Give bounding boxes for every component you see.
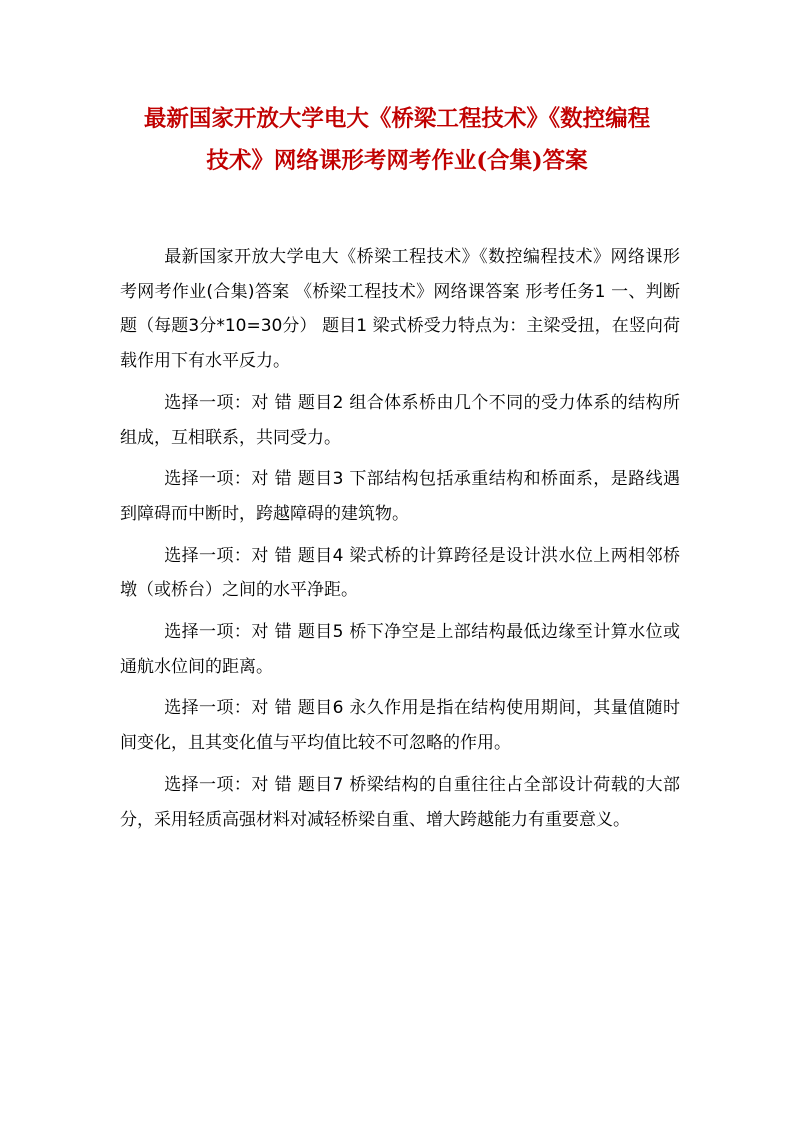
paragraph-intro: 最新国家开放大学电大《桥梁工程技术》《数控编程技术》网络课形考网考作业(合集)答案 《桥梁工程技术》网络课答案 形考任务1 一、判断题（每题3分*10=30分） 题目1 梁式桥受力特点为：主梁受扭，在竖向荷载作用下有水平反力。 (120, 247, 680, 372)
paragraph-question-6: 选择一项：对 错 题目6 永久作用是指在结构使用期间，其量值随时间变化，且其变化值与平均值比较不可忽略的作用。 (120, 698, 680, 754)
paragraph-question-7: 选择一项：对 错 题目7 桥梁结构的自重往往占全部设计荷载的大部分，采用轻质高强材料对减轻桥梁自重、增大跨越能力有重要意义。 (120, 774, 680, 830)
paragraph-question-4: 选择一项：对 错 题目4 梁式桥的计算跨径是设计洪水位上两相邻桥墩（或桥台）之间的水平净距。 (120, 545, 680, 601)
paragraph-question-3: 选择一项：对 错 题目3 下部结构包括承重结构和桥面系，是路线遇到障碍而中断时，跨越障碍的建筑物。 (120, 469, 680, 524)
document-body (120, 240, 680, 844)
document-title (100, 98, 694, 182)
paragraph-question-5: 选择一项：对 错 题目5 桥下净空是上部结构最低边缘至计算水位或通航水位间的距离。 (120, 622, 680, 677)
paragraph-question-2: 选择一项：对 错 题目2 组合体系桥由几个不同的受力体系的结构所组成，互相联系，共同受力。 (120, 392, 680, 448)
title-line-2: 技术》网络课形考网考作业(合集)答案 (206, 148, 588, 174)
title-line-1: 最新国家开放大学电大《桥梁工程技术》《数控编程 (143, 106, 651, 132)
